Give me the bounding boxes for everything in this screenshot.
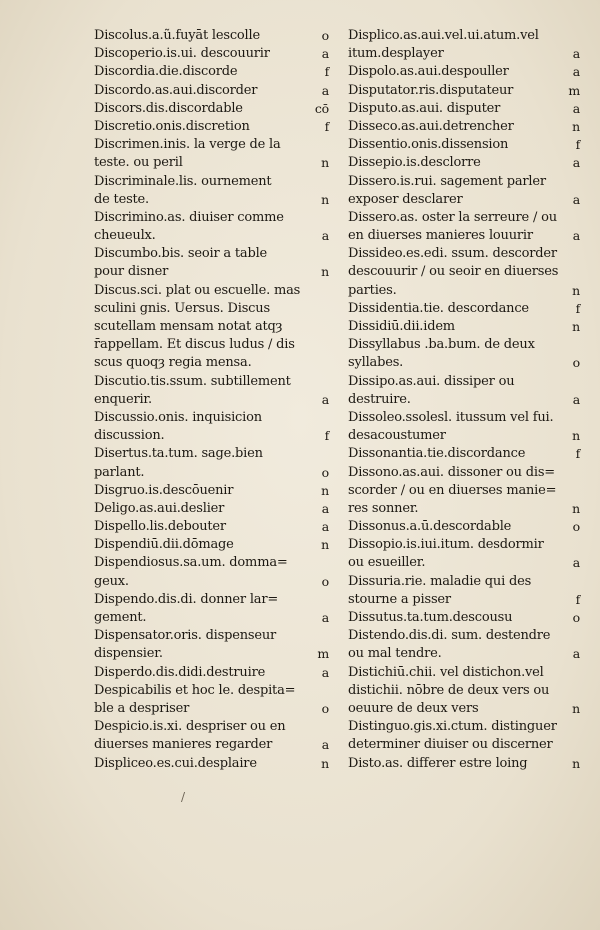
entry-line [348,118,582,136]
gender-mark: n [321,482,329,498]
entry-text: oeuure de deux vers [348,700,479,716]
gender-mark: a [572,46,580,62]
entry-line [348,755,582,773]
gender-mark: a [321,500,329,516]
gender-mark: f [324,64,329,80]
entry-line [348,300,582,318]
gender-mark: a [572,646,580,662]
gender-mark: a [321,82,329,98]
entry-line [348,591,582,609]
entry-line [348,500,582,518]
entry-line [94,45,331,63]
entry-line [348,464,582,482]
entry-text: descouurir / ou seoir en diuerses [348,264,559,280]
gender-mark: cō [314,100,329,116]
entry-line [348,427,582,445]
entry-line [348,82,582,100]
gender-mark: f [575,137,580,153]
entry-text: Dissepio.is.desclorre [348,155,481,171]
entry-line [348,518,582,536]
footer-mark: / [181,790,186,804]
entry-line [94,263,331,281]
entry-text: Dispendiū.dii.dōmage [94,537,234,553]
entry-line [348,209,582,227]
gender-mark: n [572,500,580,516]
entry-text: Dissipo.as.aui. dissiper ou [348,373,515,389]
entry-text: Disseco.as.aui.detrencher [348,118,514,134]
entry-text: parties. [348,282,397,298]
entry-text: destruire. [348,391,411,407]
right-column [348,27,582,773]
entry-line [94,518,331,536]
entry-line [348,536,582,554]
entry-line [94,627,331,645]
entry-line [94,100,331,118]
entry-line [348,445,582,463]
entry-text: Distendo.dis.di. sum. destendre [348,628,551,644]
entry-text: Dissono.as.aui. dissoner ou dis= [348,464,555,480]
gender-mark: a [321,228,329,244]
entry-text: diuerses manieres regarder [94,737,273,753]
entry-text: Dissero.is.rui. sagement parler [348,173,546,189]
entry-line [94,336,331,354]
entry-line [94,227,331,245]
entry-text: Dissentio.onis.dissension [348,137,509,153]
entry-text: Dispensator.oris. dispenseur [94,628,277,644]
entry-text: Disputator.ris.disputateur [348,82,514,98]
entry-text: Discumbo.bis. seoir a table [94,246,268,262]
entry-line [94,645,331,663]
entry-line [348,245,582,263]
entry-text: stourne a pisser [348,591,451,607]
entry-text: ou esueiller. [348,555,426,571]
entry-line [348,736,582,754]
gender-mark: f [324,118,329,134]
entry-text: scutellam mensam notat atqȝ [94,319,283,334]
entry-text: Dissutus.ta.tum.descousu [348,610,513,625]
entry-line [94,354,331,372]
gender-mark: o [321,464,329,480]
gender-mark: n [572,118,580,134]
entry-text: cheueulx. [94,228,156,244]
entry-text: Disto.as. differer estre loing [348,755,528,771]
gender-mark: o [321,28,329,43]
entry-text: Despicio.is.xi. despriser ou en [94,719,286,735]
entry-text: Discolus.a.ũ.fuyāt lescolle [94,28,260,43]
entry-text: Displiceo.es.cui.desplaire [94,755,257,771]
entry-line [348,645,582,663]
entry-text: syllabes. [348,355,404,371]
entry-line [94,318,331,336]
entry-line [94,373,331,391]
entry-text: Discus.sci. plat ou escuelle. mas [94,282,301,298]
gender-mark: m [317,646,329,662]
entry-line [94,609,331,627]
entry-text: sculini gnis. Uersus. Discus [94,300,270,316]
entry-text: enquerir. [94,391,152,407]
entry-text: Distichiū.chii. vel distichon.vel [348,664,544,680]
entry-text: Dissoleo.ssolesl. itussum vel fui. [348,409,554,425]
entry-text: Discrimen.inis. la verge de la [94,137,281,153]
gender-mark: f [575,591,580,607]
entry-line [348,573,582,591]
entry-text: dispensier. [94,646,163,662]
gender-mark: o [572,519,580,535]
entry-line [94,718,331,736]
entry-line [348,354,582,372]
entry-text: Deligo.as.aui.deslier [94,500,225,516]
gender-mark: a [321,737,329,753]
entry-line [348,136,582,154]
entry-line [94,191,331,209]
entry-text: Dissideo.es.edi. ssum. descorder [348,246,557,262]
gender-mark: a [321,519,329,535]
entry-line [348,173,582,191]
gender-mark: a [321,610,329,625]
entry-line [348,318,582,336]
gender-mark: a [572,555,580,571]
gender-mark: f [575,300,580,316]
gender-mark: a [572,64,580,80]
entry-text: r̄appellam. Et discus ludus / dis [94,337,295,353]
entry-line [94,482,331,500]
entry-line [348,554,582,572]
entry-text: exposer desclarer [348,191,463,207]
gender-mark: o [572,610,580,625]
entry-line [348,100,582,118]
entry-text: Discriminale.lis. ournement [94,173,272,189]
entry-line [348,45,582,63]
entry-line [94,736,331,754]
entry-line [348,482,582,500]
gender-mark: a [321,664,329,680]
gender-mark: n [572,319,580,334]
entry-line [94,427,331,445]
entry-text: determiner diuiser ou discerner [348,737,553,753]
entry-line [94,300,331,318]
entry-line [348,191,582,209]
entry-text: Dispolo.as.aui.despouller [348,64,509,80]
entry-text: Dispendiosus.sa.um. domma= [94,555,288,571]
entry-text: Discoperio.is.ui. descouurir [94,46,270,62]
gender-mark: a [572,155,580,171]
entry-text: Disperdo.dis.didi.destruire [94,664,266,680]
entry-text: Discors.dis.discordable [94,100,243,116]
gender-mark: n [321,155,329,171]
entry-line [348,63,582,81]
entry-text: en diuerses manieres louurir [348,228,533,244]
entry-text: Displico.as.aui.vel.ui.atum.vel [348,28,539,43]
entry-text: Dissyllabus .ba.bum. de deux [348,337,535,353]
entry-text: scorder / ou en diuerses manie= [348,482,557,498]
entry-text: Dissidiū.dii.idem [348,319,455,334]
entry-text: Disputo.as.aui. disputer [348,100,501,116]
entry-text: Dissidentia.tie. descordance [348,300,529,316]
entry-line [348,682,582,700]
gender-mark: o [321,573,329,589]
entry-text: Dispello.lis.debouter [94,519,226,535]
entry-text: Dissopio.is.iui.itum. desdormir [348,537,544,553]
entry-line [94,536,331,554]
entry-text: geux. [94,573,129,589]
entry-line [94,591,331,609]
entry-text: discussion. [94,428,165,444]
entry-line [94,245,331,263]
entry-text: Discretio.onis.discretion [94,118,250,134]
entry-text: de teste. [94,191,149,207]
entry-line [348,263,582,281]
entry-line [348,627,582,645]
entry-line [94,391,331,409]
entry-line [348,282,582,300]
gender-mark: n [572,755,580,771]
gender-mark: n [321,264,329,280]
entry-text: Dissero.as. oster la serreure / ou [348,209,557,225]
gender-mark: a [572,228,580,244]
gender-mark: o [572,355,580,371]
entry-line [94,409,331,427]
entry-line [94,500,331,518]
entry-line [94,209,331,227]
gender-mark: a [321,391,329,407]
entry-line [348,609,582,627]
entry-text: Disgruo.is.descōuenir [94,482,234,498]
entry-text: Discrimino.as. diuiser comme [94,209,284,225]
gender-mark: m [568,82,580,98]
entry-text: Despicabilis et hoc le. despita= [94,682,296,698]
entry-text: teste. ou peril [94,155,183,171]
entry-text: ble a despriser [94,700,190,716]
gender-mark: f [575,446,580,462]
entry-text: scus quoqȝ regia mensa. [94,355,252,371]
entry-text: Dissonantia.tie.discordance [348,446,526,462]
entry-line [94,664,331,682]
entry-text: parlant. [94,464,145,480]
entry-text: Distinguo.gis.xi.ctum. distinguer [348,719,557,735]
entry-line [348,700,582,718]
entry-text: Dissonus.a.ū.descordable [348,519,512,535]
gender-mark: o [321,700,329,716]
gender-mark: n [321,755,329,771]
entry-line [94,118,331,136]
entry-line [94,154,331,172]
gender-mark: a [572,100,580,116]
entry-line [348,718,582,736]
gender-mark: a [572,191,580,207]
entry-line [94,755,331,773]
entry-line [94,136,331,154]
gender-mark: a [321,46,329,62]
entry-line [94,282,331,300]
entry-line [348,154,582,172]
entry-line [94,63,331,81]
entry-line [348,336,582,354]
entry-line [94,173,331,191]
entry-text: Discordia.die.discorde [94,64,238,80]
entry-text: Discutio.tis.ssum. subtillement [94,373,291,389]
entry-text: Discussio.onis. inquisicion [94,409,262,425]
entry-text: desacoustumer [348,428,446,444]
entry-text: pour disner [94,264,169,280]
gender-mark: n [321,191,329,207]
entry-line [94,700,331,718]
gender-mark: n [572,282,580,298]
entry-text: gement. [94,610,147,625]
entry-text: Discordo.as.aui.discorder [94,82,258,98]
entry-text: Dispendo.dis.di. donner lar= [94,591,279,607]
entry-text: Dissuria.rie. maladie qui des [348,573,532,589]
entry-text: itum.desplayer [348,46,444,62]
entry-line [348,664,582,682]
entry-line [94,464,331,482]
gender-mark: n [572,700,580,716]
gender-mark: n [572,428,580,444]
entry-line [94,445,331,463]
entry-line [348,391,582,409]
entry-text: ou mal tendre. [348,646,442,662]
entry-line [94,554,331,572]
entry-text: Disertus.ta.tum. sage.bien [94,446,263,462]
gender-mark: a [572,391,580,407]
entry-line [348,373,582,391]
entry-line [94,27,331,45]
entry-line [348,27,582,45]
gender-mark: f [324,428,329,444]
entry-line [348,409,582,427]
entry-line [94,82,331,100]
left-column [94,27,331,773]
entry-line [94,573,331,591]
entry-line [94,682,331,700]
entry-text: res sonner. [348,500,419,516]
entry-text: distichii. nōbre de deux vers ou [348,682,550,698]
entry-line [348,227,582,245]
gender-mark: n [321,537,329,553]
